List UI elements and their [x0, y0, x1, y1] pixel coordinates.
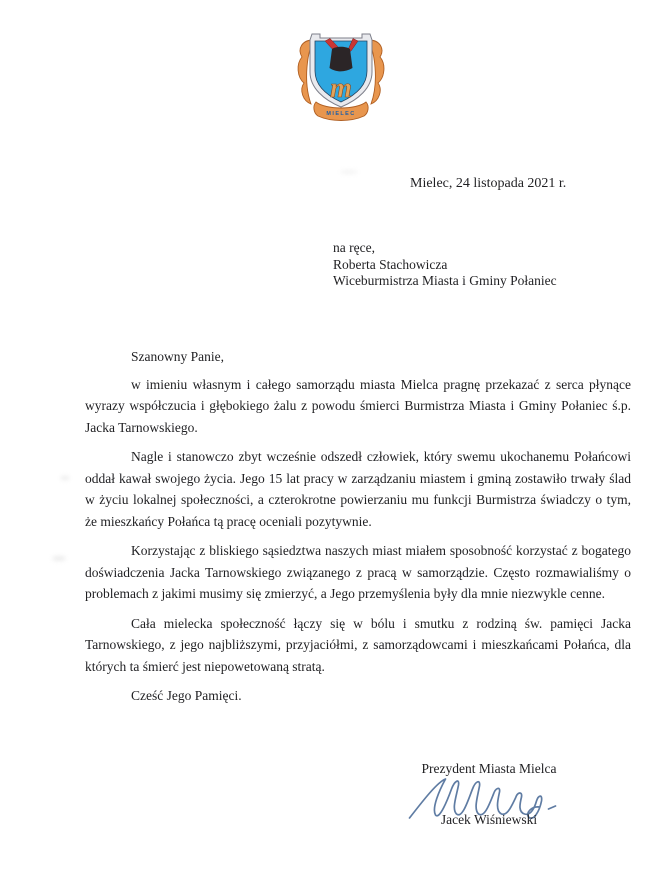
scan-artifact: [340, 170, 358, 174]
paragraph-2: Nagle i stanowczo zbyt wcześnie odszedł człowiek, który swemu ukochanemu Połańcowi oddał kawał swojego życia. Jego 15 lat pracy w zarządzaniu miastem i gminą zostawiło trwały ślad w życiu lokalnej społeczności, a czterokrotne powierzaniu mu funkcji Burmistrza świadczy o tym, że mieszkańcy Połańca tą pracę oceniali pozytywnie.: [85, 449, 631, 529]
closing-line: Cześć Jego Pamięci.: [131, 688, 242, 703]
signature-title: Prezydent Miasta Mielca: [421, 761, 557, 776]
banner-text: MIELEC: [326, 111, 356, 117]
paragraph-4: Cała mielecka społeczność łączy się w bólu i smutku z rodziną św. pamięci Jacka Tarnowskiego, z jego najbliższymi, przyjaciółmi, z samorządowcami i mieszkańcami Połańca, dla których ta śmierć jest niepowetowaną stratą.: [85, 615, 631, 674]
paragraph-3: Korzystając z bliskiego sąsiedztwa naszych miast miałem sposobność korzystać z bogatego doświadczenia Jacka Tarnowskiego związanego z pracą w samorządzie. Często rozmawialiśmy o problemach z jakimi musimy się zmierzyć, a Jego przemyślenia były dla mnie niezwykle cenne.: [85, 543, 631, 601]
scan-artifact: [52, 556, 66, 561]
letter-date: Mielec, 24 listopada 2021 r.: [410, 176, 567, 191]
signature-name: Jacek Wiśniewski: [440, 812, 538, 827]
addressee-line-2: Roberta Stachowicza: [333, 256, 448, 272]
paragraph-1: w imieniu własnym i całego samorządu miasta Mielca pragnę przekazać z serca płynące wyrazy współczucia i głębokiego żalu z powodu śmierci Burmistrza Miasta i Gminy Połaniec ś.p. Jacka Tarnowskiego.: [85, 376, 631, 435]
scan-artifact: [60, 476, 70, 480]
addressee-block: [333, 240, 557, 290]
signature-block: [404, 761, 574, 833]
m-letter: m: [330, 73, 352, 104]
salutation: Szanowny Panie,: [131, 349, 224, 364]
addressee-line-3: Wiceburmistrza Miasta i Gminy Połaniec: [333, 273, 557, 288]
coat-of-arms-graphic: [294, 26, 388, 122]
mielec-coat-of-arms: [294, 26, 388, 122]
letter-body: [85, 346, 631, 707]
addressee-line-1: na ręce,: [333, 240, 375, 255]
